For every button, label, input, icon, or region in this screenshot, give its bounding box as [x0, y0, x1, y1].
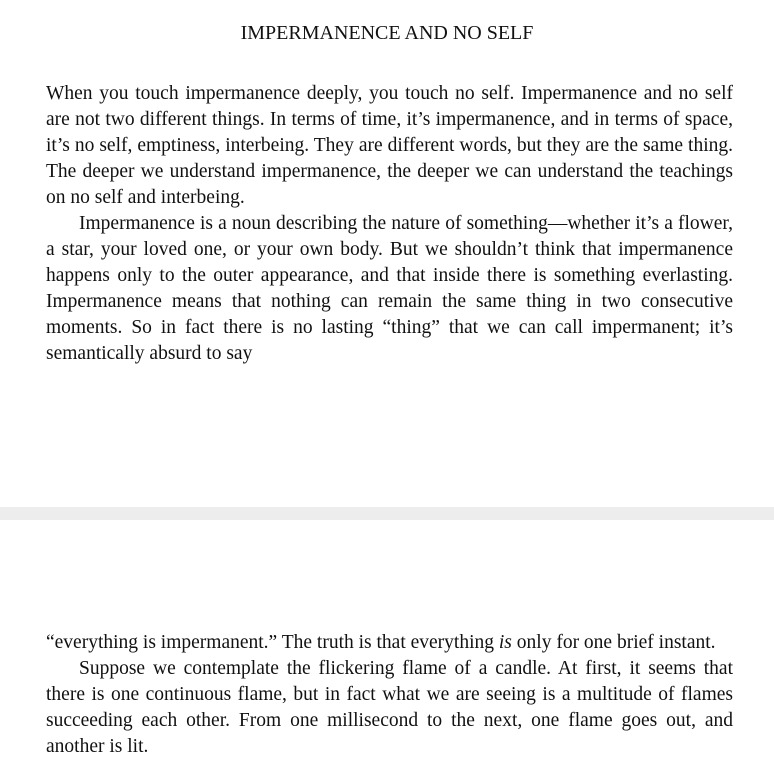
- paragraph-text: “everything is impermanent.” The truth is that everything: [46, 632, 499, 653]
- page-separator: [0, 507, 774, 520]
- page-one-text: [46, 81, 733, 367]
- paragraph: [46, 630, 733, 656]
- emphasis-text: is: [498, 632, 512, 653]
- paragraph: Suppose we contemplate the flickering flame of a candle. At first, it seems that there is one continuous flame, but in fact what we are seeing is a multitude of flames succeeding each other. From one millisecond to the next, one flame goes out, and another is lit.: [46, 658, 733, 757]
- paragraph-text: only for one brief instant.: [511, 632, 716, 653]
- chapter-title: IMPERMANENCE AND NO SELF: [240, 22, 534, 44]
- paragraph: Impermanence is a noun describing the nature of something—whether it’s a flower, a star, your loved one, or your own body. But we shouldn’t think that impermanence happens only to the outer appearance, and that inside there is something everlasting. Impermanence means that nothing can remain the same thing in two consecutive moments. So in fact there is no lasting “thing” that we can call impermanent; it’s semantically absurd to say: [46, 213, 733, 364]
- paragraph: When you touch impermanence deeply, you touch no self. Impermanence and no self are not two different things. In terms of time, it’s impermanence, and in terms of space, it’s no self, emptiness, interbeing. They are different words, but they are the same thing. The deeper we understand impermanence, the deeper we can understand the teachings on no self and interbeing.: [46, 83, 733, 208]
- page-two-text: [46, 630, 733, 760]
